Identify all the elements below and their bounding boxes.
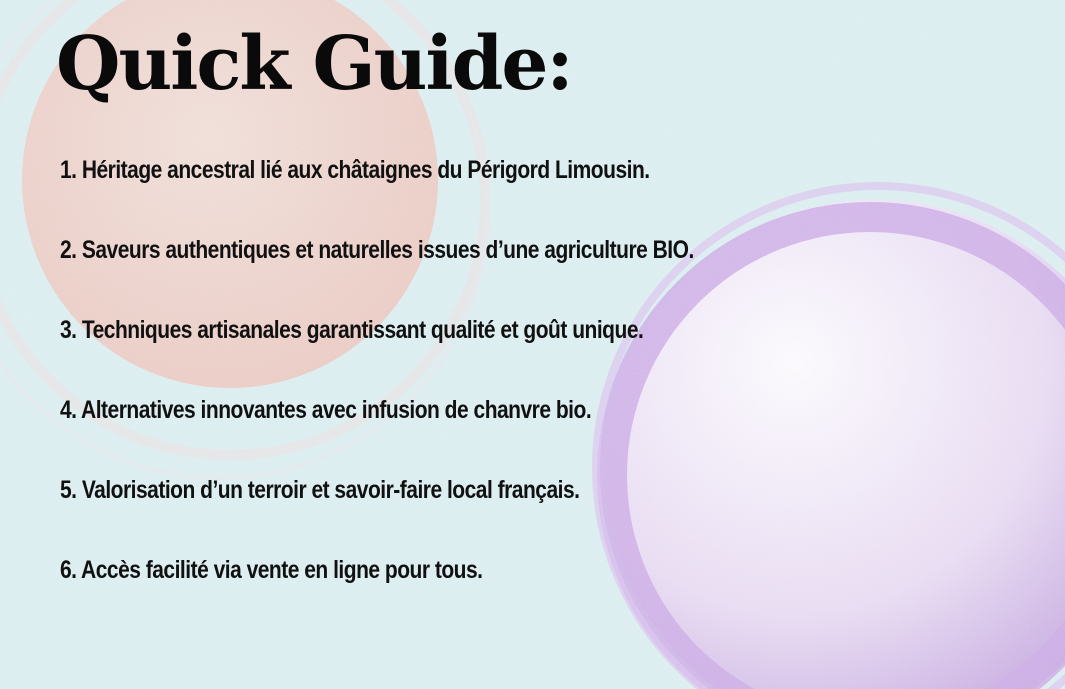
guide-list (60, 150, 815, 630)
guide-item-2: 2. Saveurs authentiques et naturelles issues d’une agriculture BIO. (60, 236, 694, 264)
guide-item-6: 6. Accès facilité via vente en ligne pour tous. (60, 556, 483, 584)
guide-item-1: 1. Héritage ancestral lié aux châtaignes du Périgord Limousin. (60, 156, 650, 184)
guide-item-3: 3. Techniques artisanales garantissant qualité et goût unique. (60, 316, 644, 344)
slide-title: Quick Guide: (56, 21, 572, 107)
guide-item-4: 4. Alternatives innovantes avec infusion de chanvre bio. (60, 396, 592, 424)
guide-item-5: 5. Valorisation d’un terroir et savoir-faire local français. (60, 476, 580, 504)
